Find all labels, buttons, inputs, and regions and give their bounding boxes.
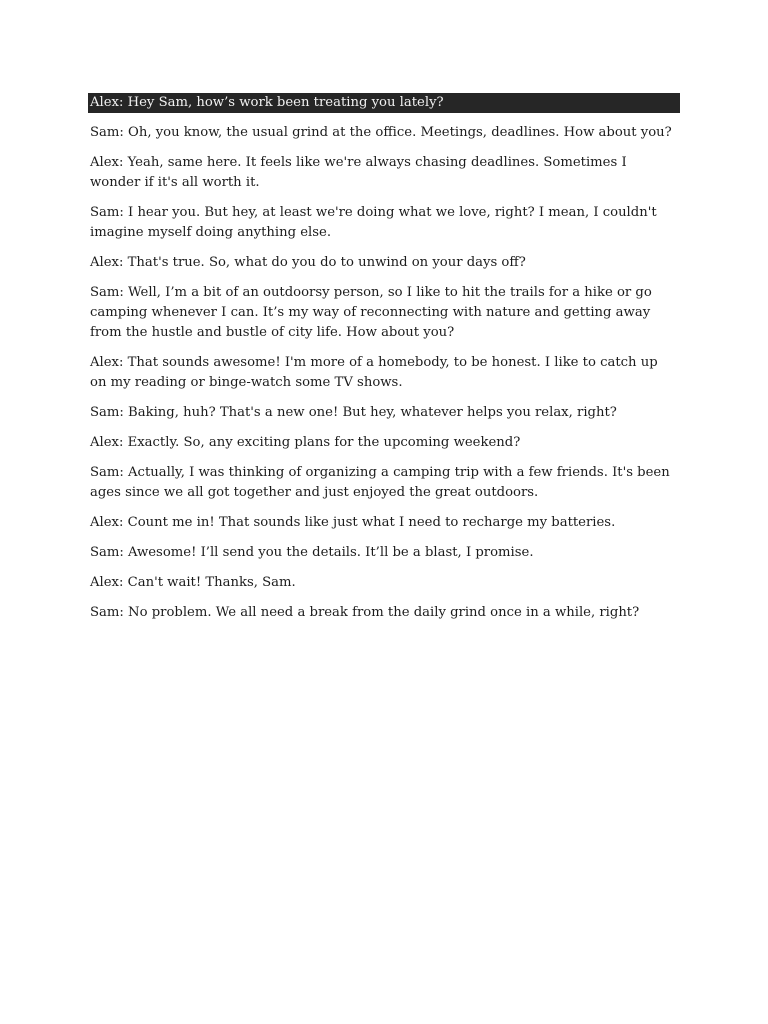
dialogue-line: Sam: I hear you. But hey, at least we're doing what we love, right? I mean, I couldn't imagine myself doing anything else. (90, 205, 657, 240)
dialogue-line: Sam: Well, I’m a bit of an outdoorsy person, so I like to hit the trails for a hike or go camping whenever I can. It’s my way of reconnecting with nature and getting away from the hustle and bustle of city life. How about you? (90, 285, 652, 340)
dialogue-line: Sam: Awesome! I’ll send you the details. It’ll be a blast, I promise. (90, 545, 534, 560)
dialogue-line: Sam: Actually, I was thinking of organizing a camping trip with a few friends. It's been ages since we all got together and just enjoyed the great outdoors. (90, 465, 670, 500)
dialogue-line: Alex: Can't wait! Thanks, Sam. (90, 575, 296, 590)
dialogue-line: Alex: Yeah, same here. It feels like we're always chasing deadlines. Sometimes I wonder if it's all worth it. (90, 155, 627, 190)
dialogue-line: Sam: Baking, huh? That's a new one! But hey, whatever helps you relax, right? (90, 405, 617, 420)
dialogue-line: Alex: Count me in! That sounds like just what I need to recharge my batteries. (90, 515, 616, 530)
dialogue-line: Alex: That's true. So, what do you do to unwind on your days off? (90, 255, 526, 270)
dialogue-line: Alex: Exactly. So, any exciting plans for the upcoming weekend? (90, 435, 521, 450)
dialogue-line: Sam: Oh, you know, the usual grind at the office. Meetings, deadlines. How about you? (90, 125, 672, 140)
dialogue-line: Alex: That sounds awesome! I'm more of a homebody, to be honest. I like to catch up on my reading or binge-watch some TV shows. (90, 355, 658, 390)
dialogue-line-selected[interactable]: Alex: Hey Sam, how’s work been treating you lately? (88, 93, 680, 113)
document-page (88, 93, 680, 633)
dialogue-line: Sam: No problem. We all need a break from the daily grind once in a while, right? (90, 605, 640, 620)
